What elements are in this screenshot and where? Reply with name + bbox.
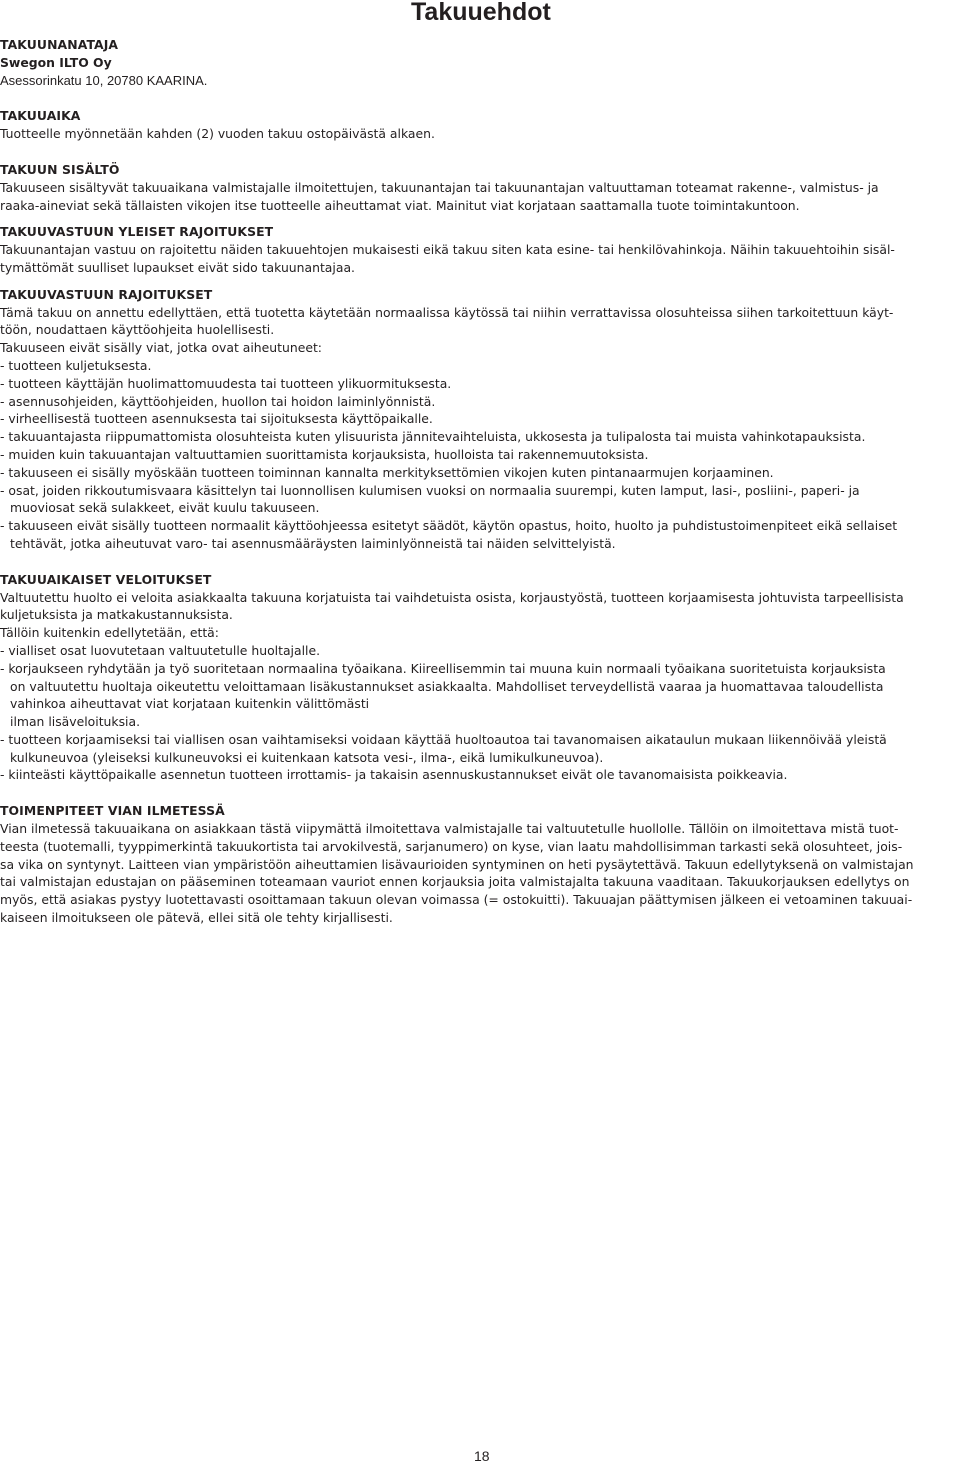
charges-line: Tällöin kuitenkin edellytetään, että:	[0, 625, 219, 641]
warranty-content-section	[0, 161, 960, 214]
spacer	[0, 143, 960, 161]
charges-line: on valtuutettu huoltaja oikeutettu veloittamaan lisäkustannukset asiakkaalta. Mahdolliset terveydellistä vaaraa ja huomattavaa taloudellista	[10, 678, 884, 694]
charges-line: Valtuutettu huolto ei veloita asiakkaalta takuuna korjatuista tai vaihdetuista osista, korjaustyöstä, tuotteen korjaamisesta johtuvista tarpeellisista	[0, 589, 904, 605]
actions-line: myös, että asiakas pystyy luotettavasti osoittamaan takuun olevan voimassa (= ostokuitti). Takuuajan päättymisen jälkeen ei vetoaminen takuuai-	[0, 892, 913, 908]
limitations-line: muoviosat sekä sulakkeet, eivät kuulu takuuseen.	[10, 500, 320, 516]
actions-line: kaiseen ilmoitukseen ole pätevä, ellei sitä ole tehty kirjallisesti.	[0, 910, 393, 926]
limitations-line: Takuuseen eivät sisälly viat, jotka ovat aiheutuneet:	[0, 340, 322, 356]
general-limitations-line: Takuunantajan vastuu on rajoitettu näiden takuuehtojen mukaisesti eikä takuu siten kata esine- tai henkilövahinkoja. Näihin takuuehtoihin sisäl-	[0, 242, 895, 258]
actions-line: teesta (tuotemalli, tyyppimerkintä takuukortista tai arvokilvestä, sarjanumero) on kyse, vian laatu mahdollisimman tarkasti sekä olosuhteet, jois-	[0, 838, 903, 854]
warranty-content-line: raaka-aineviat sekä tällaisten vikojen itse tuotteelle aiheuttamat viat. Mainitut viat korjataan saattamalla tuote toimintakuntoon.	[0, 197, 800, 213]
limitations-line: Tämä takuu on annettu edellyttäen, että tuotetta käytetään normaalissa käytössä tai niihin verrattavissa olosuhteissa siihen tarkoitettuun käyt-	[0, 304, 894, 320]
page-title: Takuuehdot	[411, 0, 551, 26]
warranty-period-text: Tuotteelle myönnetään kahden (2) vuoden takuu ostopäivästä alkaen.	[0, 126, 435, 142]
actions-line: sa vika on syntynyt. Laitteen vian ympäristöön aiheuttamien lisävaurioiden syntyminen on heti pysäytettävä. Takuun edellytyksenä on valmistajan	[0, 856, 914, 872]
warrantor-address: Asessorinkatu 10, 20780 KAARINA.	[0, 72, 208, 88]
limitations-line: töön, noudattaen käyttöohjeita huolellisesti.	[0, 322, 275, 338]
spacer	[0, 214, 960, 223]
actions-lines	[0, 820, 960, 927]
limitations-line: - muiden kuin takuuantajan valtuuttamien suorittamista korjauksista, huolloista tai rakennemuutoksista.	[0, 446, 649, 462]
limitations-line: - takuuseen ei sisälly myöskään tuotteen toiminnan kannalta merkityksettömien vikojen kuten pintanaarmujen korjaaminen.	[0, 464, 774, 480]
limitations-line: tehtävät, jotka aiheutuvat varo- tai asennusmääräysten laiminlyönneistä tai näiden selvittelyistä.	[10, 535, 616, 551]
charges-line: kuljetuksista ja matkakustannuksista.	[0, 607, 233, 623]
limitations-line: - takuuantajasta riippumattomista olosuhteista kuten ylisuurista jännitevaihteluista, ukkosesta ja tulipalosta tai muista vahinkotapauksista.	[0, 429, 866, 445]
limitations-line: - virheellisestä tuotteen asennuksesta tai sijoituksesta käyttöpaikalle.	[0, 411, 433, 427]
limitations-line: - asennusohjeiden, käyttöohjeiden, huollon tai hoidon laiminlyönnistä.	[0, 393, 436, 409]
limitations-line: - tuotteen kuljetuksesta.	[0, 357, 152, 373]
charges-line: - korjaukseen ryhdytään ja työ suoritetaan normaalina työaikana. Kiireellisemmin tai muuna kuin normaali työaikana suoritetuista korjauksista	[0, 660, 886, 676]
limitations-section	[0, 286, 960, 553]
charges-line: vahinkoa aiheuttavat viat korjataan kuitenkin välittömästi	[10, 696, 370, 712]
warranty-content-heading: TAKUUN SISÄLTÖ	[0, 161, 120, 177]
limitations-line: - tuotteen käyttäjän huolimattomuudesta tai tuotteen ylikuormituksesta.	[0, 375, 452, 391]
warranty-period-heading: TAKUUAIKA	[0, 108, 81, 124]
charges-line: kulkuneuvoa (yleiseksi kulkuneuvoksi ei kuitenkaan katsota vesi-, ilma-, eikä lumikulkuneuvoa).	[10, 749, 604, 765]
general-limitations-section	[0, 223, 960, 276]
warrantor-heading: TAKUUNANATAJA	[0, 37, 119, 52]
spacer	[0, 89, 960, 107]
charges-section	[0, 571, 960, 785]
actions-line: Vian ilmetessä takuuaikana on asiakkaan tästä viipymättä ilmoitettava valmistajalle tai valtuutetulle huollolle. Tällöin on ilmoitettava mistä tuot-	[0, 821, 899, 837]
limitations-lines	[0, 304, 960, 553]
charges-line: - tuotteen korjaamiseksi tai viallisen osan vaihtamiseksi voidaan käyttää huoltoautoa tai tavanomaisen aikataulun mukaan liikennöivää yleistä	[0, 731, 887, 747]
spacer	[0, 277, 960, 286]
charges-lines	[0, 589, 960, 785]
charges-line: - kiinteästi käyttöpaikalle asennetun tuotteen irrottamis- ja takaisin asennuskustannukset eivät ole tavanomaisista poikkeavia.	[0, 767, 788, 783]
actions-section	[0, 802, 960, 927]
general-limitations-line: tymättömät suulliset lupaukset eivät sido takuunantajaa.	[0, 259, 355, 275]
document-body	[0, 36, 960, 927]
warrantor-company: Swegon ILTO Oy	[0, 54, 112, 70]
warranty-content-line: Takuuseen sisältyvät takuuaikana valmistajalle ilmoitettujen, takuunantajan tai takuunantajan valtuuttaman toteamat rakenne-, valmistus- ja	[0, 179, 879, 195]
general-limitations-heading: TAKUUVASTUUN YLEISET RAJOITUKSET	[0, 224, 274, 240]
charges-heading: TAKUUAIKAISET VELOITUKSET	[0, 571, 212, 587]
warrantor-section	[0, 36, 960, 89]
charges-line: - vialliset osat luovutetaan valtuutetulle huoltajalle.	[0, 642, 321, 658]
spacer	[0, 553, 960, 571]
actions-heading: TOIMENPITEET VIAN ILMETESSÄ	[0, 803, 225, 819]
limitations-line: - osat, joiden rikkoutumisvaara käsittelyn tai luonnollisen kulumisen vuoksi on normaalia suurempi, kuten lamput, lasi-, posliini-, paperi- ja	[0, 482, 860, 498]
warranty-period-section	[0, 107, 960, 143]
limitations-heading: TAKUUVASTUUN RAJOITUKSET	[0, 286, 213, 302]
limitations-line: - takuuseen eivät sisälly tuotteen normaalit käyttöohjeessa esitetyt säädöt, käytön opastus, hoito, huolto ja puhdistustoimenpiteet eikä sellaiset	[0, 518, 898, 534]
spacer	[0, 784, 960, 802]
charges-line: ilman lisäveloituksia.	[10, 714, 141, 730]
page-number: 18	[474, 1448, 490, 1464]
actions-line: tai valmistajan edustajan on pääseminen toteamaan vauriot ennen korjauksia joita valmistajalta takuuna vaaditaan. Takuukorjauksen edellytys on	[0, 874, 910, 890]
